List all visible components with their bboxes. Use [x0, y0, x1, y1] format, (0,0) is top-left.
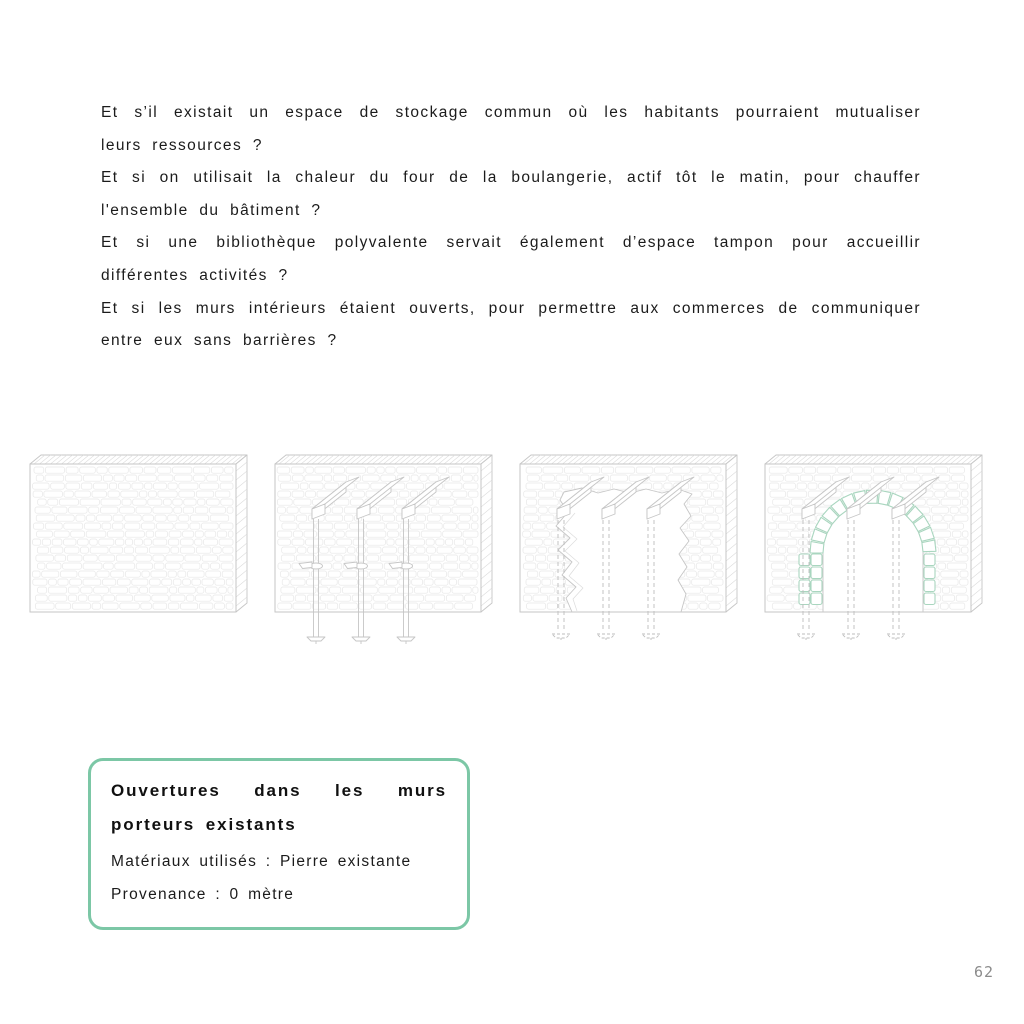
- intro-line: Et si on utilisait la chaleur du four de la boulangerie, actif tôt le matin, pour chauffer: [101, 169, 921, 187]
- diagram-existing-wall: [26, 448, 264, 648]
- intro-line: Et si les murs intérieurs étaient ouverts, pour permettre aux commerces de communiquer: [101, 299, 921, 317]
- materials-callout: [88, 758, 470, 930]
- intro-line: différentes activités ?: [101, 266, 289, 284]
- intro-line: l'ensemble du bâtiment ?: [101, 201, 322, 219]
- intro-line: entre eux sans barrières ?: [101, 332, 338, 350]
- diagram-shoring-props: [271, 448, 509, 648]
- callout-title-line: porteurs existants: [111, 815, 297, 834]
- page-number: 62: [973, 963, 994, 981]
- diagram-opening-demolition: [516, 448, 754, 648]
- callout-title-line: Ouvertures dans les murs: [111, 781, 447, 800]
- intro-text: [101, 97, 921, 358]
- intro-line: Et si une bibliothèque polyvalente servait également d’espace tampon pour accueillir: [101, 234, 921, 252]
- wall-opening-sequence: [26, 448, 999, 648]
- intro-line: leurs ressources ?: [101, 136, 263, 154]
- intro-line: Et s’il existait un espace de stockage commun où les habitants pourraient mutualiser: [101, 104, 921, 121]
- callout-details: [111, 845, 447, 911]
- diagram-stone-arch: [761, 448, 999, 648]
- callout-materials: Matériaux utilisés : Pierre existante: [111, 853, 412, 870]
- callout-provenance: Provenance : 0 mètre: [111, 886, 295, 903]
